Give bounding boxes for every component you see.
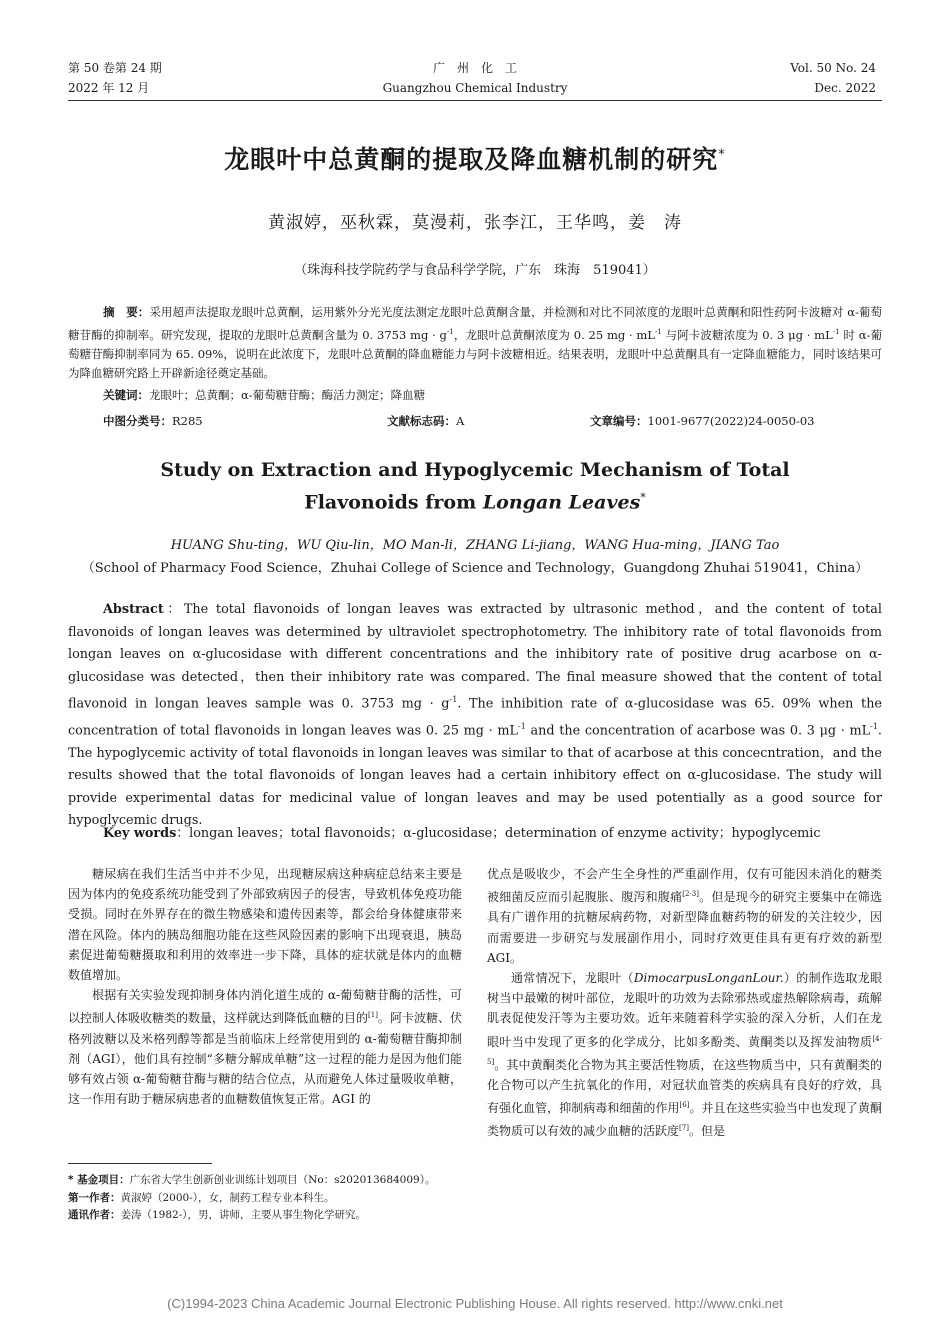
footnote-corresponding-author (68, 1207, 488, 1225)
body-paragraph (487, 968, 882, 1142)
footnote-first-author (68, 1190, 488, 1208)
citation-ref: [4-5] (487, 1034, 882, 1066)
volume-en: Vol. 50 No. 24 (790, 61, 876, 75)
corresponding-label: 通讯作者： (68, 1209, 121, 1221)
abstract-en-sup-1: -1 (449, 695, 458, 704)
affiliation-en: （School of Pharmacy Food Science，Zhuhai College of Science and Technology，Guangdong Zhuhai 519041，China） (81, 561, 869, 576)
article-number-label: 文章编号： (590, 414, 648, 428)
body-text: 根据有关实验发现抑制身体内消化道生成的 α-葡萄糖苷酶的活性，可以控制人体吸收糖类的数量，这样就达到降低血糖的目的 (68, 988, 462, 1026)
running-header-right (790, 58, 876, 98)
body-paragraph (68, 985, 462, 1109)
body-column-left (68, 864, 462, 1109)
footnote-fund (68, 1172, 488, 1190)
abstract-cn-text-2: ，龙眼叶总黄酮浓度为 0. 25 mg · mL (453, 327, 655, 342)
citation-ref: [2-3] (682, 890, 699, 899)
abstract-en-sup-3: -1 (870, 721, 878, 731)
date-en: Dec. 2022 (814, 81, 876, 95)
title-en-mark: * (640, 491, 646, 504)
clc-number (103, 412, 203, 431)
abstract-cn-sup-3: -1 (832, 327, 840, 336)
citation-ref: [1] (368, 1011, 378, 1020)
keywords-en-label: Key words (103, 826, 177, 841)
title-en-line-2b: Longan Leaves (482, 491, 641, 514)
paper-title-en (0, 456, 950, 516)
abstract-cn-text-4: 时 α-葡萄糖苷酶抑制率同为 65. 09%，说明在此浓度下，龙眼叶总黄酮的降血糖能力与阿卡波糖相近。结果表明，龙眼叶中总黄酮具有一定降血糖能力，同时该结果可为降血糖研究路上开辟新途径奠定基础。 (68, 327, 882, 381)
paper-title-cn (0, 140, 950, 176)
body-text: 。并且在这些实验当中也发现了黄酮类物质可以有效的减少血糖的活跃度 (487, 1101, 882, 1139)
body-text: 。其中黄酮类化合物为其主要活性物质，在这些物质当中，只有黄酮类的化合物可以产生抗氧化的作用，对冠状血管类的疾病具有良好的疗效，具有强化血管，抑制病毒和细菌的作用 (487, 1057, 882, 1116)
date-cn: 2022 年 12 月 (68, 81, 150, 95)
copyright-watermark: (C)1994-2023 China Academic Journal Electronic Publishing House. All rights reserved. http://www.cnki.net (167, 1296, 783, 1311)
abstract-en-sup-2: -1 (518, 721, 526, 731)
abstract-en-text-2: . The inhibition rate of α-glucosidase was 65. 09% when the concentration of total flavonoids in longan leaves was 0. 25 mg · mL (68, 696, 883, 739)
header-rule (68, 100, 882, 101)
doc-code-value: A (456, 414, 465, 428)
latin-name: DimocarpusLonganLour. (633, 971, 784, 986)
corresponding-text: 姜涛（1982-），男，讲师，主要从事生物化学研究。 (120, 1209, 367, 1221)
abstract-cn-text-1: 采用超声法提取龙眼叶总黄酮，运用紫外分光光度法测定龙眼叶总黄酮含量，并检测和对比不同浓度的龙眼叶总黄酮和阳性药阿卡波糖对 α-葡萄糖苷酶的抑制率。研究发现，提取的龙眼叶总黄酮含量为 0. 3753 mg · g (68, 305, 883, 342)
document-code (387, 412, 464, 431)
abstract-cn-sup-1: -1 (446, 327, 454, 336)
article-number-value: 1001-9677(2022)24-0050-03 (647, 414, 815, 428)
first-author-text: 黄淑婷（2000-），女，制药工程专业本科生。 (120, 1191, 335, 1204)
journal-name-en: Guangzhou Chemical Industry (382, 81, 568, 95)
keywords-cn (103, 386, 882, 405)
volume-cn: 第 50 卷第 24 期 (68, 61, 162, 75)
keywords-cn-text: 龙眼叶；总黄酮；α-葡萄糖苷酶；酶活力测定；降血糖 (149, 388, 426, 402)
affiliation-cn: （珠海科技学院药学与食品科学学院，广东 珠海 519041） (294, 263, 656, 278)
first-author-label: 第一作者： (68, 1191, 121, 1204)
fund-label: * 基金项目： (68, 1174, 130, 1186)
citation-ref: [6] (679, 1101, 690, 1110)
authors-cn: 黄淑婷，巫秋霖，莫漫莉，张李江，王华鸣，姜 涛 (268, 213, 682, 233)
journal-name-cn: 广 州 化 工 (432, 61, 517, 75)
clc-value: R285 (172, 414, 203, 428)
keywords-en (103, 823, 882, 845)
abstract-en-label: Abstract (103, 602, 164, 617)
abstract-cn (68, 303, 882, 384)
abstract-en-text-3: and the concentration of acarbose was 0. 3 μg · mL (525, 723, 871, 739)
abstract-cn-label: 摘 要： (103, 305, 150, 319)
body-text: 优点是吸收少，不会产生全身性的严重副作用，仅有可能因未消化的糖类被细菌反应而引起腹胀、腹泻和腹痛 (487, 867, 882, 905)
title-en-line-2 (0, 484, 950, 516)
body-column-right (487, 864, 882, 1142)
citation-ref: [7] (679, 1124, 689, 1133)
abstract-en-text-1: ：The total flavonoids of longan leaves was extracted by ultrasonic method，and the content of total flavonoids of longan leaves was determined by ultraviolet spectrophotometry. The inhibitory rate of total flavonoids from longan leaves on α-glucosidase with different concentrations and the inhibitory rate of positive drug acarbose on α-glucosidase was detected，then their inhibitory rate was compared. The final measure showed that the content of total flavonoid in longan leaves sample was 0. 3753 mg · g (68, 602, 882, 712)
body-text: 。但是现今的研究主要集中在筛选具有广谱作用的抗糖尿病药物，对新型降血糖药物的研发的关注较少，因而需要进一步研究与发展副作用小，同时疗效更佳具有更有疗效的新型 AGI。 (487, 890, 882, 965)
abstract-cn-sup-2: -1 (654, 327, 662, 336)
abstract-en-text-4: . The hypoglycemic activity of total flavonoids in longan leaves was similar to that of acarbose at this concecntration，and the results showed that the total flavonoids of longan leaves had a certain inhibitory effect on α-glucosidase. The study will provide experimental datas for medicinal value of longan leaves and may be used potentially as a good source for hypoglycemic drugs. (68, 723, 882, 829)
title-en-line-2a: Flavonoids from (304, 491, 483, 514)
footnote-rule (68, 1163, 212, 1164)
doc-code-label: 文献标志码： (387, 414, 456, 428)
body-paragraph: 糖尿病在我们生活当中并不少见，出现糖尿病这种病症总结来主要是因为体内的免疫系统功能受到了外部致病因子的侵害，导致机体免疫功能受损。同时在外界存在的微生物感染和遗传因素等，都会给身体健康带来潜在风险。体内的胰岛细胞功能在这些风险因素的影响下出现衰退，胰岛素促进葡萄糖摄取和利用的效率进一步下降，具体的症状就是体内的血糖数值增加。 (68, 867, 462, 983)
title-en-line-1: Study on Extraction and Hypoglycemic Mechanism of Total (160, 459, 790, 481)
body-text: ）的制作选取龙眼树当中最嫩的树叶部位，龙眼叶的功效为去除邪热或虚热解除病毒，疏解肌表促使发汗等为主要功效。近年来随着科学实验的深入分析，人们在龙眼叶当中发现了更多的化学成分，比如多酚类、黄酮类以及挥发油物质 (487, 971, 882, 1049)
article-number (590, 412, 814, 431)
body-text: 。但是 (688, 1124, 725, 1139)
footnotes (68, 1172, 488, 1225)
title-cn-mark: * (718, 147, 726, 163)
abstract-en (68, 599, 882, 833)
abstract-cn-text-3: 与阿卡波糖浓度为 0. 3 μg · mL (661, 327, 833, 342)
title-cn-text: 龙眼叶中总黄酮的提取及降血糖机制的研究 (224, 145, 719, 174)
body-paragraph (487, 864, 882, 968)
keywords-en-text: ：longan leaves；total flavonoids；α-glucosidase；determination of enzyme activity；hypoglycemic (176, 826, 821, 841)
authors-en: HUANG Shu-ting，WU Qiu-lin，MO Man-li，ZHANG Li-jiang，WANG Hua-ming，JIANG Tao (170, 538, 780, 553)
fund-text: 广东省大学生创新创业训练计划项目（No：s202013684009）。 (129, 1174, 436, 1186)
body-text: 通常情况下，龙眼叶（ (511, 971, 634, 986)
clc-label: 中图分类号： (103, 414, 172, 428)
body-text: 。阿卡波糖、伏格列波糖以及米格列醇等都是当前临床上经常使用到的 α-葡萄糖苷酶抑制剂（AGI），他们具有控制“多糖分解成单糖”这一过程的能力是因为他们能够有效占领 α-葡萄糖苷酶与糖的结合位点，从而避免人体过量吸收单糖，这一作用有助于糖尿病患者的血糖数值恢复正常。AGI 的 (68, 1011, 462, 1107)
keywords-cn-label: 关键词： (103, 388, 149, 402)
